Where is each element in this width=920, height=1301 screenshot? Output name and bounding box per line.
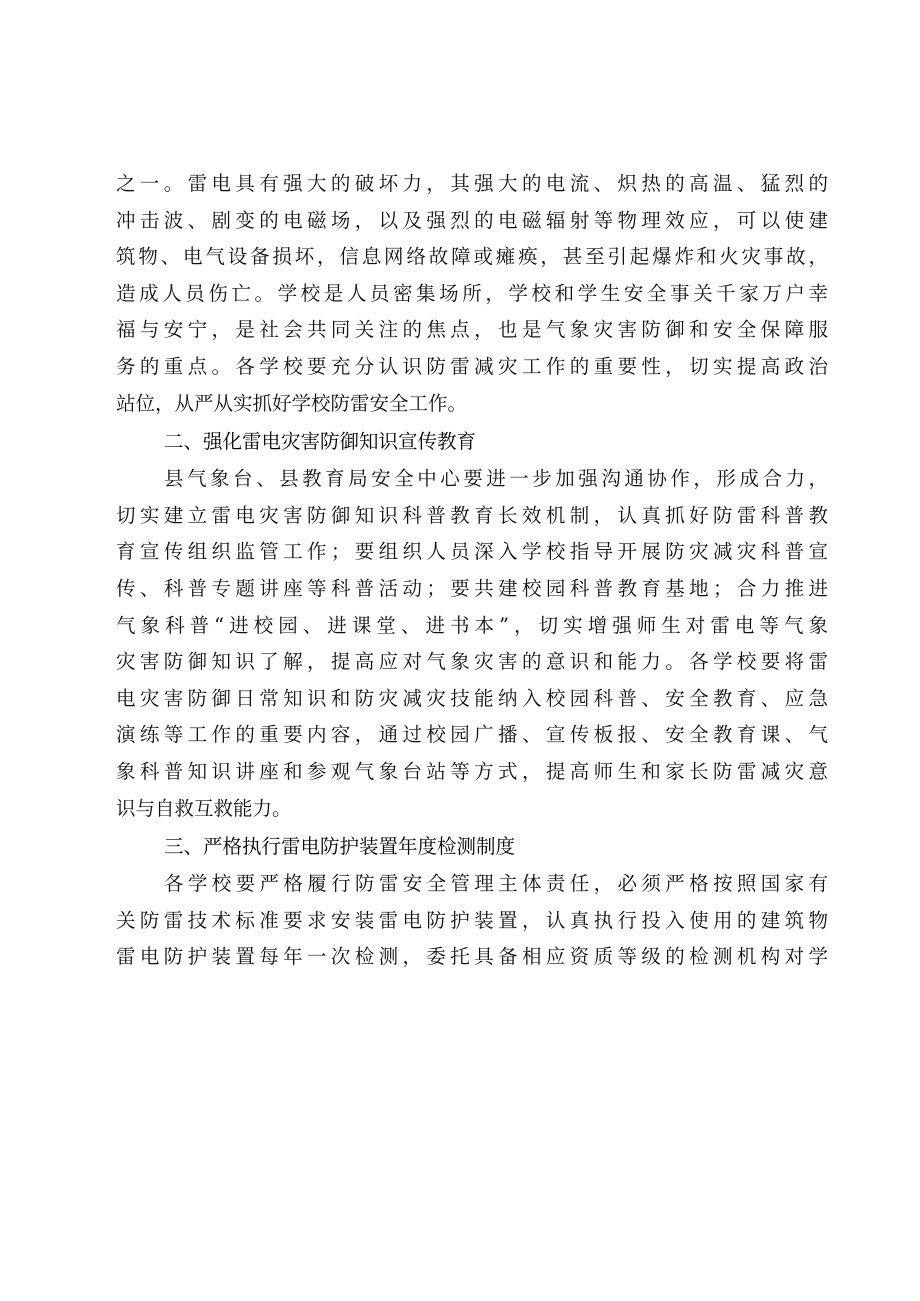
text-line: 识与自救互救能力。: [116, 796, 292, 820]
text-line: 象科普知识讲座和参观气象台站等方式，提高师生和家长防雷减灾意: [116, 759, 828, 783]
text-line: 务的重点。各学校要充分认识防雷减灾工作的重要性，切实提高政治: [116, 354, 828, 378]
text-line: 关防雷技术标准要求安装雷电防护装置，认真执行投入使用的建筑物: [116, 908, 828, 932]
text-line: 筑物、电气设备损坏，信息网络故障或瘫痪，甚至引起爆炸和火灾事故，: [116, 245, 828, 269]
paragraph-inspection: [116, 866, 828, 976]
text-line: 县气象台、县教育局安全中心要进一步加强沟通协作，形成合力，: [164, 467, 828, 491]
text-line: 气象科普“进校园、进课堂、进书本”，切实增强师生对雷电等气象: [116, 613, 828, 637]
text-line: 灾害防御知识了解，提高应对气象灾害的意识和能力。各学校要将雷: [116, 650, 828, 674]
text-line: 切实建立雷电灾害防御知识科普教育长效机制，认真抓好防雷科普教: [116, 503, 828, 527]
document-body: [116, 166, 828, 976]
text-line: 演练等工作的重要内容，通过校园广播、宣传板报、安全教育课、气: [116, 723, 828, 747]
text-line: 传、科普专题讲座等科普活动；要共建校园科普教育基地；合力推进: [116, 576, 828, 600]
section-heading-education: 二、强化雷电灾害防御知识宣传教育: [164, 430, 477, 454]
text-line: 育宣传组织监管工作；要组织人员深入学校指导开展防灾减灾科普宣: [116, 540, 828, 564]
text-line: 造成人员伤亡。学校是人员密集场所，学校和学生安全事关千家万户幸: [116, 281, 828, 305]
text-line: 冲击波、剧变的电磁场，以及强烈的电磁辐射等物理效应，可以使建: [116, 208, 828, 232]
text-line: 各学校要严格履行防雷安全管理主体责任，必须严格按照国家有: [164, 872, 828, 896]
paragraph-lightning-hazard: [116, 166, 828, 422]
section-heading-inspection: 三、严格执行雷电防护装置年度检测制度: [164, 835, 516, 859]
text-line: 福与安宁，是社会共同关注的焦点，也是气象灾害防御和安全保障服: [116, 318, 828, 342]
text-line: 电灾害防御日常知识和防灾减灾技能纳入校园科普、安全教育、应急: [116, 686, 828, 710]
text-line: 站位，从严从实抓好学校防雷安全工作。: [116, 391, 468, 415]
paragraph-education: [116, 461, 828, 827]
text-line: 之一。雷电具有强大的破坏力，其强大的电流、炽热的高温、猛烈的: [116, 172, 828, 195]
text-line: 雷电防护装置每年一次检测，委托具备相应资质等级的检测机构对学: [116, 945, 828, 969]
